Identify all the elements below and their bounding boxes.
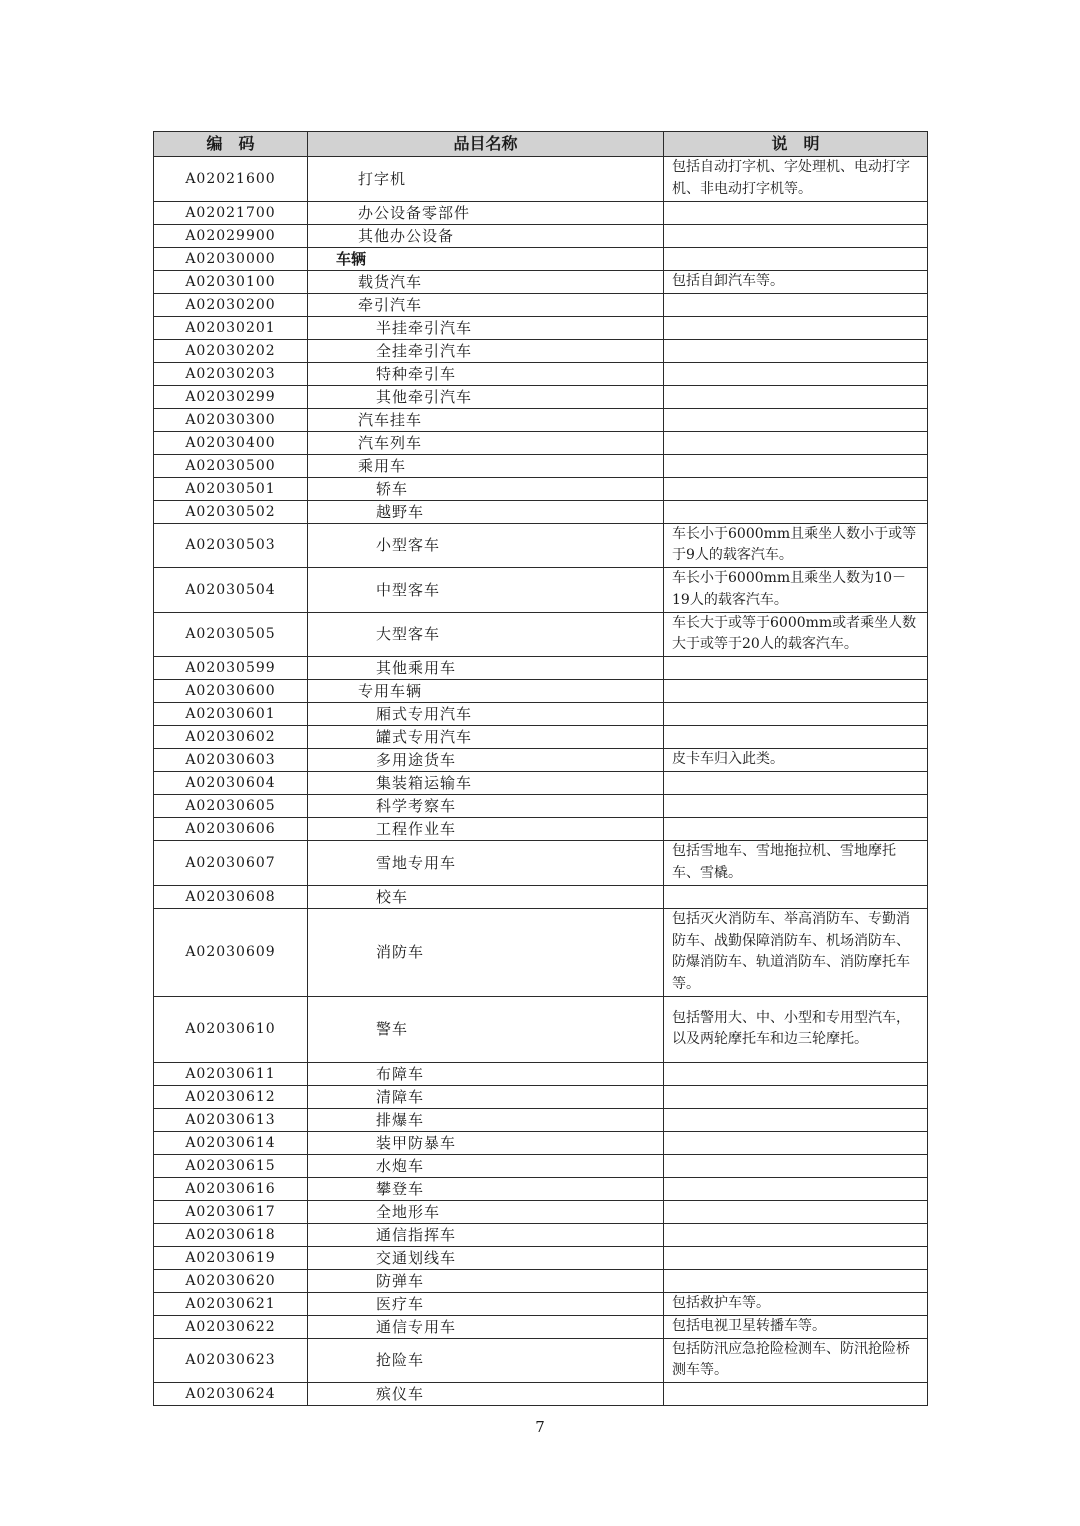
table-row [154,841,928,886]
table-row [154,1108,928,1131]
item-note [664,408,928,431]
table-row [154,1292,928,1315]
table-row [154,680,928,703]
item-note [664,1062,928,1085]
item-note [664,885,928,908]
item-code: A02030622 [154,1315,308,1338]
item-note: 车长小于6000mm且乘坐人数小于或等于9人的载客汽车。 [664,523,928,568]
item-code: A02030300 [154,408,308,431]
item-note: 包括自卸汽车等。 [664,270,928,293]
item-name: 其他乘用车 [308,657,664,680]
item-name: 轿车 [308,477,664,500]
catalog-table [153,131,928,1406]
item-note [664,339,928,362]
item-note [664,1383,928,1406]
table-row [154,201,928,224]
table-row [154,996,928,1062]
item-name: 排爆车 [308,1108,664,1131]
table-row [154,1177,928,1200]
item-name: 雪地专用车 [308,841,664,886]
item-note [664,1177,928,1200]
item-code: A02030602 [154,726,308,749]
table-row [154,749,928,772]
item-note: 包括警用大、中、小型和专用型汽车，以及两轮摩托车和边三轮摩托。 [664,996,928,1062]
item-code: A02021600 [154,157,308,202]
item-name: 汽车列车 [308,431,664,454]
item-note [664,1131,928,1154]
item-code: A02030299 [154,385,308,408]
item-code: A02030607 [154,841,308,886]
item-note [664,1223,928,1246]
item-name: 全挂牵引汽车 [308,339,664,362]
item-code: A02030612 [154,1085,308,1108]
item-name: 牵引汽车 [308,293,664,316]
item-name: 攀登车 [308,1177,664,1200]
item-code: A02030100 [154,270,308,293]
item-note: 车长大于或等于6000mm或者乘坐人数大于或等于20人的载客汽车。 [664,612,928,657]
item-name: 消防车 [308,908,664,996]
item-note: 皮卡车归入此类。 [664,749,928,772]
item-note [664,454,928,477]
item-code: A02030603 [154,749,308,772]
item-note [664,772,928,795]
item-code: A02030615 [154,1154,308,1177]
item-code: A02030400 [154,431,308,454]
item-code: A02030500 [154,454,308,477]
item-name: 厢式专用汽车 [308,703,664,726]
item-name: 布障车 [308,1062,664,1085]
item-name: 半挂牵引汽车 [308,316,664,339]
item-name: 专用车辆 [308,680,664,703]
table-row [154,1223,928,1246]
table-row [154,293,928,316]
item-name: 工程作业车 [308,818,664,841]
item-note [664,316,928,339]
item-code: A02030610 [154,996,308,1062]
item-name: 载货汽车 [308,270,664,293]
item-name: 清障车 [308,1085,664,1108]
page-number: 7 [535,1418,545,1436]
item-note [664,293,928,316]
item-note [664,1085,928,1108]
table-row [154,224,928,247]
item-code: A02030605 [154,795,308,818]
item-note [664,795,928,818]
item-note [664,247,928,270]
item-name: 全地形车 [308,1200,664,1223]
table-row [154,1269,928,1292]
item-name: 多用途货车 [308,749,664,772]
item-code: A02029900 [154,224,308,247]
item-code: A02030617 [154,1200,308,1223]
table-row [154,818,928,841]
table-row [154,657,928,680]
item-note: 包括灭火消防车、举高消防车、专勤消防车、战勤保障消防车、机场消防车、防爆消防车、轨道消防车、消防摩托车等。 [664,908,928,996]
table-row [154,157,928,202]
table-row [154,454,928,477]
table-row [154,1154,928,1177]
table-row [154,1383,928,1406]
item-name: 防弹车 [308,1269,664,1292]
item-name: 汽车挂车 [308,408,664,431]
item-code: A02030600 [154,680,308,703]
item-code: A02030201 [154,316,308,339]
table-row [154,270,928,293]
item-code: A02030614 [154,1131,308,1154]
item-code: A02030200 [154,293,308,316]
table-row [154,339,928,362]
item-code: A02030619 [154,1246,308,1269]
header-code: 编 码 [154,132,308,157]
item-name: 罐式专用汽车 [308,726,664,749]
table-body [154,157,928,1406]
header-note: 说 明 [664,132,928,157]
item-code: A02030503 [154,523,308,568]
item-note: 包括雪地车、雪地拖拉机、雪地摩托车、雪橇。 [664,841,928,886]
item-name: 乘用车 [308,454,664,477]
item-note: 包括自动打字机、字处理机、电动打字机、非电动打字机等。 [664,157,928,202]
table-row [154,500,928,523]
item-name: 办公设备零部件 [308,201,664,224]
item-code: A02030623 [154,1338,308,1383]
item-code: A02030202 [154,339,308,362]
item-code: A02030620 [154,1269,308,1292]
item-note [664,726,928,749]
table-row [154,431,928,454]
item-code: A02030611 [154,1062,308,1085]
table-row [154,908,928,996]
table-row [154,885,928,908]
item-code: A02021700 [154,201,308,224]
table-row [154,1062,928,1085]
item-note [664,224,928,247]
item-code: A02030616 [154,1177,308,1200]
item-code: A02030203 [154,362,308,385]
item-code: A02030501 [154,477,308,500]
item-note: 车长小于6000mm且乘坐人数为10－19人的载客汽车。 [664,568,928,613]
table-row [154,726,928,749]
item-note [664,703,928,726]
item-note [664,818,928,841]
header-name: 品目名称 [308,132,664,157]
item-name: 越野车 [308,500,664,523]
item-name: 小型客车 [308,523,664,568]
table-row [154,772,928,795]
item-name: 通信专用车 [308,1315,664,1338]
item-code: A02030608 [154,885,308,908]
item-name: 其他办公设备 [308,224,664,247]
item-name: 集装箱运输车 [308,772,664,795]
item-code: A02030606 [154,818,308,841]
item-name: 交通划线车 [308,1246,664,1269]
item-note [664,201,928,224]
table-row [154,316,928,339]
item-name: 中型客车 [308,568,664,613]
item-name: 打字机 [308,157,664,202]
item-name: 装甲防暴车 [308,1131,664,1154]
item-note [664,1246,928,1269]
table-row [154,477,928,500]
table-row [154,1315,928,1338]
item-code: A02030601 [154,703,308,726]
item-name: 校车 [308,885,664,908]
item-code: A02030504 [154,568,308,613]
table-header-row [154,132,928,157]
table-row [154,408,928,431]
table-row [154,1131,928,1154]
item-name: 抢险车 [308,1338,664,1383]
item-name: 大型客车 [308,612,664,657]
table-row [154,568,928,613]
table-row [154,247,928,270]
item-note [664,500,928,523]
table-row [154,1085,928,1108]
item-note [664,657,928,680]
item-name: 通信指挥车 [308,1223,664,1246]
item-code: A02030624 [154,1383,308,1406]
table-row [154,1338,928,1383]
item-name: 水炮车 [308,1154,664,1177]
item-note: 包括电视卫星转播车等。 [664,1315,928,1338]
table-row [154,612,928,657]
item-code: A02030599 [154,657,308,680]
item-note: 包括防汛应急抢险检测车、防汛抢险桥测车等。 [664,1338,928,1383]
item-name: 其他牵引汽车 [308,385,664,408]
item-code: A02030609 [154,908,308,996]
item-note [664,680,928,703]
item-note [664,477,928,500]
item-name: 殡仪车 [308,1383,664,1406]
item-code: A02030613 [154,1108,308,1131]
table-row [154,1246,928,1269]
table-row [154,703,928,726]
item-name: 车辆 [308,247,664,270]
table-row [154,1200,928,1223]
item-name: 特种牵引车 [308,362,664,385]
item-note [664,1108,928,1131]
item-note [664,1200,928,1223]
item-code: A02030621 [154,1292,308,1315]
table-row [154,523,928,568]
item-code: A02030505 [154,612,308,657]
table-row [154,795,928,818]
item-name: 警车 [308,996,664,1062]
table-row [154,385,928,408]
item-name: 医疗车 [308,1292,664,1315]
item-code: A02030502 [154,500,308,523]
item-note [664,1154,928,1177]
item-note [664,362,928,385]
item-name: 科学考察车 [308,795,664,818]
item-code: A02030604 [154,772,308,795]
item-note [664,1269,928,1292]
item-code: A02030618 [154,1223,308,1246]
item-code: A02030000 [154,247,308,270]
table-row [154,362,928,385]
item-note [664,385,928,408]
item-note [664,431,928,454]
item-note: 包括救护车等。 [664,1292,928,1315]
